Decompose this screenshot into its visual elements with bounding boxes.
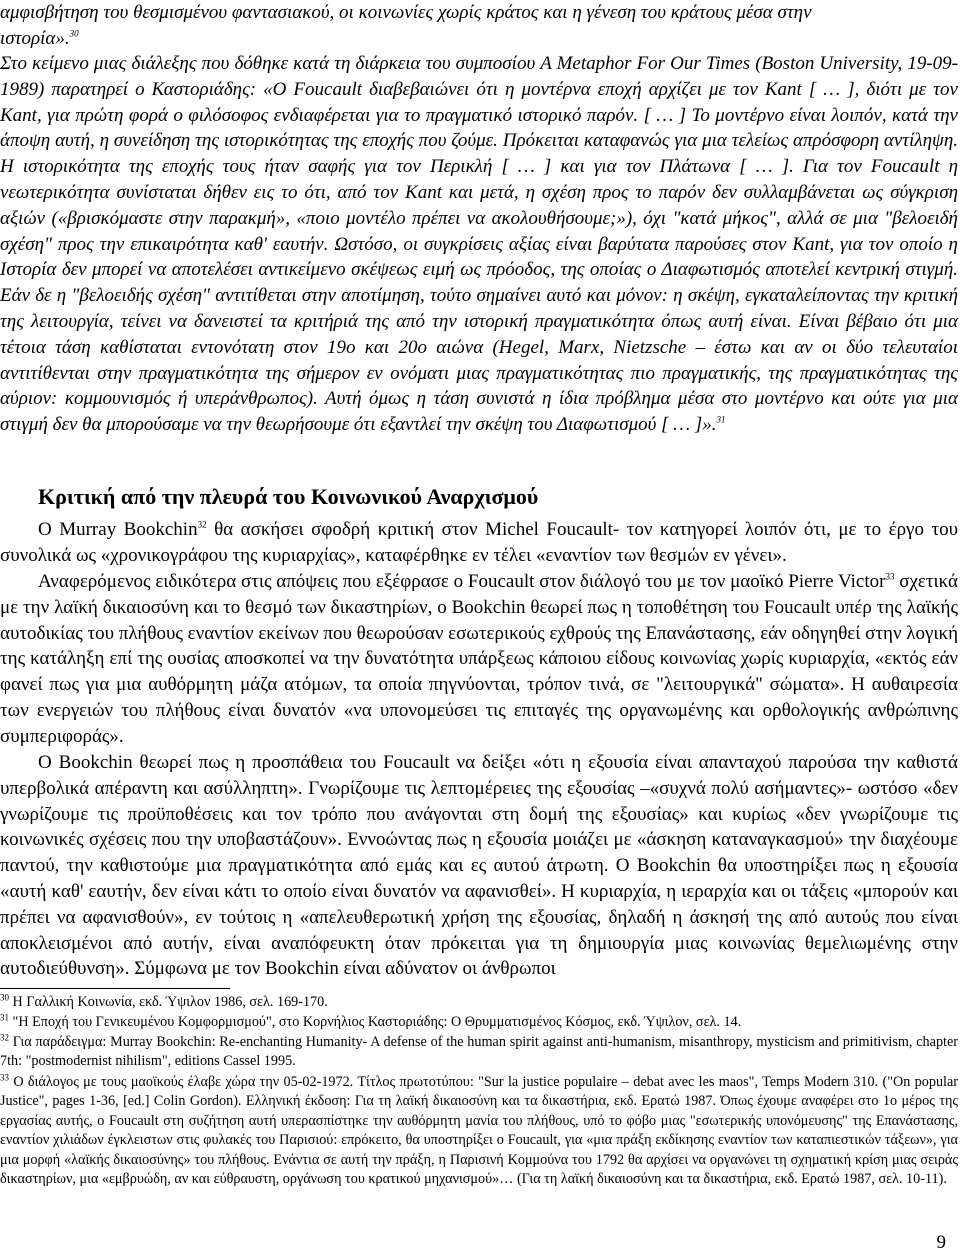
castoriadis-quote-text: Στο κείμενο μιας διάλεξης που δόθηκε κατά τη διάρκεια του συμποσίου A Metaphor For Our Times (Boston University, 19-09-1989) παρατηρεί ο Καστοριάδης: «Ο Foucault διαβεβαιώνει ότι η μοντέρνα εποχή αρχίζει με τον Kant [ … ], διότι με τον Kant, για πρώτη φορά ο φιλόσοφος ενδιαφέρεται για το πραγματικό ιστορικό παρόν. [ … ] Το μοντέρνο είναι λοιπόν, κατά την άποψη αυτή, η συνείδηση της ιστορικότητας της εποχής που ζούμε. Πρόκειται καταφανώς για μια τελείως απρόσφορη αντίληψη. Η ιστορικότητα της εποχής τους ήταν σαφής για τον Περικλή [ … ] και για τον Πλάτωνα [ … ]. Για τον Foucault η νεωτερικότητα συνίσταται δήθεν εις το ότι, από τον Kant και μετά, η σχέση προς το παρόν δεν συλλαμβάνεται ως σύγκριση αξιών («βρισκόμαστε στην παρακμή», «ποιο μοντέλο πρέπει να ακολουθήσουμε;»), όχι "κατά μήκος", αλλά σε μια "βελοειδή σχέση" προς την επικαιρότητα καθ' εαυτήν. Ωστόσο, οι συγκρίσεις αξίας είναι βαρύτατα παρούσες στον Kant, για τον οποίο η Ιστορία δεν μπορεί να αποτελέσει αντικείμενο σκέψεως ειμή ως πρόοδος, της οποίας ο Διαφωτισμός αποτελεί κεντρική στιγμή. Εάν δε η "βελοειδής σχέση" αντιτίθεται στην αποτίμηση, τούτο σημαίνει αυτό και μόνον: η σκέψη, εγκαταλείποντας την κριτική της λειτουργία, τείνει να δανειστεί τα κριτήριά της από την ιστορική πραγματικότητα όπως αυτή είναι. Είναι βέβαιο ότι μια τέτοια τάση καθίσταται εντονότατη στον 19ο και 20ο αιώνα (Hegel, Marx, Nietzsche – έστω και αν οι δύο τελευταίοι αντιτίθενται στην πραγματικότητα της σήμερον εν ονόματι μιας πραγματικότητας πιο πραγματικής, της πραγματικότητας της αύριον: κομμουνισμός ή υπεράνθρωπος). Αυτή όμως η τάση συνιστά η ίδια πρόβλημα μέσα στο μοντέρνο και ούτε για μια στιγμή δεν θα μπορούσαμε να την θεωρήσουμε ότι εξαντλεί την σκέψη του Διαφωτισμού [ … ]». xyxy=(0,53,958,436)
footnote-ref-31: 31 xyxy=(716,414,726,425)
bookchin-paragraph-2 xyxy=(0,569,958,750)
footnote-33-number: 33 xyxy=(0,1072,9,1083)
footnote-30-text: Η Γαλλική Κοινωνία, εκδ. Ύψιλον 1986, σελ. 169-170. xyxy=(9,994,328,1010)
footnote-32-number: 32 xyxy=(0,1032,9,1043)
section-heading: Κριτική από την πλευρά του Κοινωνικού Αναρχισμού xyxy=(38,484,539,509)
footnote-33 xyxy=(0,1073,958,1189)
continuation-paragraph xyxy=(0,0,958,52)
bookchin-p1-text-b: θα ασκήσει σφοδρή κριτική στον Michel Foucault- τον κατηγορεί λοιπόν ότι, με το έργο του συνολικά ως «χρονικογράφου της κυριαρχίας», καταφέρθηκε εν τέλει «εναντίον των θεσμών εν γένει». xyxy=(0,519,958,566)
footnote-31 xyxy=(0,1013,958,1032)
bookchin-p2-text-a: Αναφερόμενος ειδικότερα στις απόψεις που εξέφρασε ο Foucault στον διάλογό του με τον μαοϊκό Pierre Victor xyxy=(38,571,886,592)
castoriadis-quote-paragraph xyxy=(0,51,958,438)
footnote-ref-30: 30 xyxy=(69,28,79,39)
footnote-33-text: Ο διάλογος με τους μαοϊκούς έλαβε χώρα την 05-02-1972. Τίτλος πρωτοτύπου: "Sur la justice populaire – debat avec les maos", Temps Modern 310. ("On popular Justice", pages 1-36, [ed.] Colin Gordon). Ελληνική έκδοση: Για τη λαϊκή δικαιοσύνη και τα δικαστήρια, εκδ. Ερατώ 1987. Όπως έχουμε αναφέρει στο 1ο μέρος της εργασίας αυτής, ο Foucault στη συζήτηση αυτή υπερασπίστηκε την αυθόρμητη μανία του πλήθους, υπό το φόβο μιας "εσωτερικής υπονόμευσης" της Επανάστασης, εναντίον χιλιάδων έγκλειστων στις φυλακές του Παρισιού: επρόκειτο, θα υποστηρίξει ο Foucault, για «μια πράξη εκδίκησης εναντίον των καταπιεστικών τάξεων», για μια μορφή «λαϊκής δικαιοσύνης» του πλήθους. Ενάντια σε αυτή την πράξη, η Παρισινή Κομμούνα του 1792 θα αρχίσει να οργανώνει τη σχηματική κρίση μιας σειράς δικαστηρίων, μια «εμβρυώδη, αν και εύθραυστη, οργάνωση του κρατικού μηχανισμού»… (Για τη λαϊκή δικαιοσύνη και τα δικαστήρια, εκδ. Ερατώ 1987, σελ. 10-11). xyxy=(0,1074,958,1188)
footnote-30-number: 30 xyxy=(0,992,9,1003)
page-number: 9 xyxy=(936,1232,946,1253)
footnote-separator xyxy=(0,988,230,989)
continuation-line-2: ιστορία». xyxy=(0,27,70,49)
footnote-32-text: Για παράδειγμα: Murray Bookchin: Re-enchanting Humanity- A defense of the human spirit against anti-humanism, misanthropy, mysticism and primitivism, chapter 7th: "postmodernist nihilism", editions Cassel 1995. xyxy=(0,1034,958,1070)
footnote-31-number: 31 xyxy=(0,1012,9,1023)
bookchin-p1-text-a: Ο Murray Bookchin xyxy=(38,519,198,540)
footnote-32 xyxy=(0,1033,958,1072)
footnote-30 xyxy=(0,993,958,1012)
continuation-line-1: αμφισβήτηση του θεσμισμένου φαντασιακού, οι κοινωνίες χωρίς κράτος και η γένεση του κράτους μέσα στην xyxy=(0,2,812,23)
bookchin-paragraph-1 xyxy=(0,517,958,569)
footnote-31-text: "Η Εποχή του Γενικευμένου Κομφορμισμού", στο Κορνήλιος Καστοριάδης: Ο Θρυμματισμένος Κόσμος, εκδ. Ύψιλον, σελ. 14. xyxy=(9,1014,742,1030)
bookchin-p2-text-b: σχετικά με την λαϊκή δικαιοσύνη και το θεσμό των δικαστηρίων, ο Bookchin θεωρεί πως η τοποθέτηση του Foucault υπέρ της λαϊκής αυτοδικίας του πλήθους εναντίον εκείνων που θεωρούσαν εσωτερικούς εχθρούς της Επανάστασης, εάν οδηγηθεί στην λογική της κατάληξη επί της ουσίας αποσκοπεί να την δυνατότητα υπάρξεως κάποιου είδους κοινωνίας χωρίς κυριαρχία, «εκτός εάν φανεί πως για μια αυθόρμητη μάζα ατόμων, τα οποία πηγνύονται, τρόπον τινά, σε "λειτουργικά" σώματα». Η αυθαιρεσία των ενεργειών του πλήθους είναι δυνατόν «να υπονομεύσει τις επιταγές της οργανωμένης και ορθολογικής ανθρώπινης συμπεριφοράς». xyxy=(0,571,959,747)
bookchin-paragraph-3: Ο Bookchin θεωρεί πως η προσπάθεια του Foucault να δείξει «ότι η εξουσία είναι απανταχού παρούσα την καθιστά υπερβολικά απέραντη και ασύλληπτη». Γνωρίζουμε τις λεπτομέρειες της εξουσίας –«συχνά πολύ ασήμαντες»- ωστόσο «δεν γνωρίζουμε τις προϋποθέσεις και τον τρόπο που ανάγονται στη δομή της εξουσίας» και κυρίως «δεν γνωρίζουμε τις κοινωνικές σχέσεις που την υποβαστάζουν». Εννοώντας πως η εξουσία μοιάζει με «άσκηση καταναγκασμού» την διαχέουμε παντού, την καθιστούμε μια πραγματικότητα από εμάς και ες αυτού άτρωτη. Ο Bookchin θα υποστηρίξει πως η εξουσία «αυτή καθ' εαυτήν, δεν είναι κάτι το οποίο είναι δυνατόν να αφανισθεί». Η κυριαρχία, η ιεραρχία και οι τάξεις «μπορούν και πρέπει να αφανισθούν», εν τούτοις η «απελευθερωτική χρήση της εξουσίας, δηλαδή η άσκησή της από αυτούς που είναι αποκλεισμένοι από αυτήν, είναι αναπόφευκτη όταν πρόκειται για τη δημιουργία μιας κοινωνίας θεμελιωμένης στην αυτοδιεύθυνση». Σύμφωνα με τον Bookchin είναι αδύνατον οι άνθρωποι xyxy=(0,752,958,980)
footnote-ref-32: 32 xyxy=(197,519,207,530)
footnote-ref-33: 33 xyxy=(885,571,895,582)
